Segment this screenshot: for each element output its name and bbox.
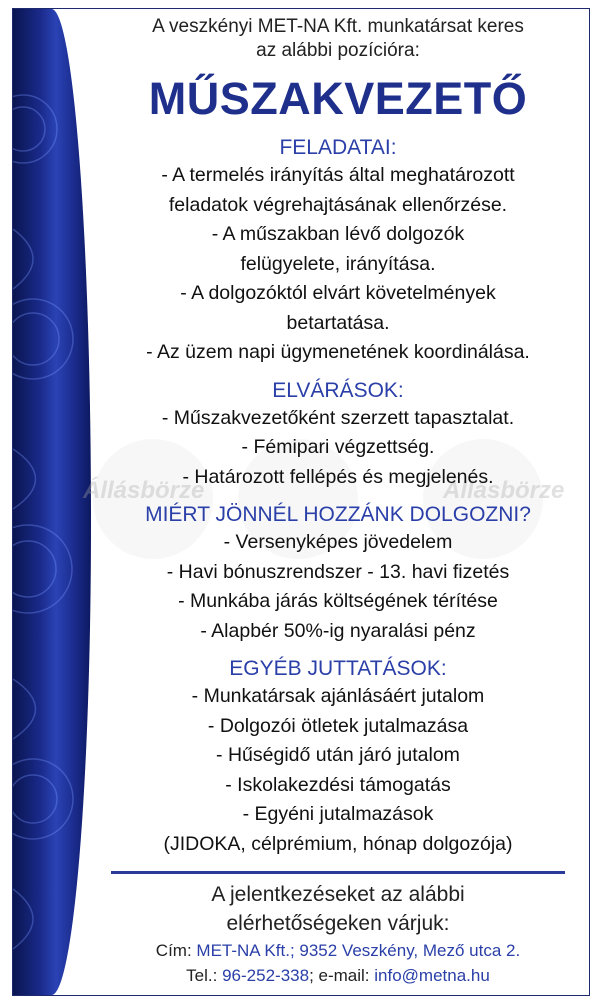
- list-item: - Fémipari végzettség.: [241, 436, 435, 458]
- list-item: - A műszakban lévő dolgozók: [211, 223, 465, 245]
- intro-line: A veszkényi MET-NA Kft. munkatársat keres: [152, 16, 524, 37]
- section-heading: MIÉRT JÖNNÉL HOZZÁNK DOLGOZNI?: [145, 503, 531, 526]
- page-title: MŰSZAKVEZETŐ: [148, 73, 528, 124]
- email-label: ; e-mail:: [309, 966, 370, 985]
- list-item: - Alapbér 50%-ig nyaralási pénz: [200, 619, 476, 642]
- list-item: felügyelete, irányítása.: [240, 252, 436, 275]
- phone-value: 96-252-338: [222, 966, 310, 985]
- contact-block: [93, 880, 583, 988]
- list-item: betartatása.: [286, 311, 390, 334]
- list-item: (JIDOKA, célprémium, hónap dolgozója): [163, 832, 513, 855]
- ad-content: [93, 9, 583, 995]
- list-item: - Műszakvezetőként szerzett tapasztalat.: [161, 406, 515, 429]
- section-heading: EGYÉB JUTTATÁSOK:: [229, 657, 447, 680]
- watermark-text: Állásbörze: [443, 477, 565, 504]
- list-item: - A dolgozóktól elvárt követelmények: [180, 282, 496, 304]
- phone-email-line: [93, 963, 583, 988]
- decorative-side-panel: [13, 9, 91, 995]
- watermark-text: Állásbörze: [83, 477, 205, 504]
- list-item: - Munkatársak ajánlásáért jutalom: [191, 685, 485, 707]
- section-tasks: [93, 135, 583, 368]
- list-item: - Havi bónuszrendszer - 13. havi fizetés: [166, 560, 510, 583]
- job-ad-frame: [12, 8, 590, 996]
- section-heading: FELADATAI:: [279, 136, 397, 159]
- section-requirements: [93, 378, 583, 493]
- intro-line: az alábbi pozícióra:: [256, 40, 420, 61]
- section-why-us: [93, 502, 583, 646]
- address-line: [93, 938, 583, 963]
- list-item: - Egyéni jutalmazások: [242, 803, 434, 825]
- divider: [111, 871, 565, 874]
- email-link[interactable]: info@metna.hu: [374, 966, 490, 985]
- list-item: - Az üzem napi ügymenetének koordinálása.: [146, 341, 530, 363]
- contact-heading: A jelentkezéseket az alábbi: [211, 883, 465, 906]
- contact-heading: elérhetőségeken várjuk:: [226, 912, 450, 935]
- list-item: - Versenyképes jövedelem: [223, 531, 453, 553]
- list-item: - Munkába járás költségének térítése: [178, 590, 498, 612]
- ornament-pattern: [13, 9, 91, 996]
- list-item: - Határozott fellépés és megjelenés.: [182, 465, 494, 488]
- phone-label: Tel.:: [186, 966, 218, 985]
- section-heading: ELVÁRÁSOK:: [272, 378, 404, 402]
- list-item: - Hűségidő után járó jutalom: [216, 744, 460, 766]
- list-item: - A termelés irányítás által meghatározott: [161, 164, 515, 186]
- list-item: - Iskolakezdési támogatás: [225, 773, 451, 796]
- list-item: - Dolgozói ötletek jutalmazása: [207, 714, 469, 737]
- intro-text: [93, 15, 583, 63]
- address-value: MET-NA Kft.; 9352 Veszkény, Mező utca 2.: [196, 941, 521, 960]
- list-item: feladatok végrehajtásának ellenőrzése.: [168, 193, 508, 216]
- section-benefits: [93, 656, 583, 859]
- address-label: Cím:: [155, 941, 192, 960]
